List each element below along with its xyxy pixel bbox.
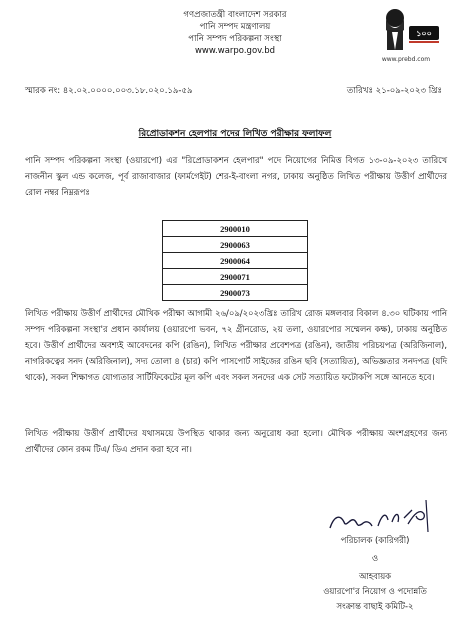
mujib-logo <box>373 6 443 54</box>
govt-name: গণপ্রজাতন্ত্রী বাংলাদেশ সরকার <box>183 10 287 20</box>
website[interactable]: www.warpo.gov.bd <box>194 46 276 56</box>
roll-table <box>162 220 308 301</box>
memo-date: তারিখঃ ২১-০৯-২০২৩ খ্রিঃ <box>346 86 442 96</box>
committee-line-2: সংক্রান্ত বাছাই কমিটি-২ <box>336 601 414 611</box>
convener-label: আহবায়ক <box>358 571 392 581</box>
memo-number: স্মারক নং: ৪২.০২.০০০০.০০৩.১৮.০২০.১৯-৫৯ <box>25 86 193 96</box>
roll-number: 2900063 <box>163 237 308 253</box>
viva-paragraph: লিখিত পরীক্ষায় উত্তীর্ণ প্রার্থীদের মৌখিক পরীক্ষা আগামী ২৬/০৯/২০২৩খ্রিঃ তারিখ রোজ মঙ্গলবার বিকাল ৪.৩০ ঘটিকায় পানি সম্পদ পরিকল্পনা সংস্থা'র প্রধান কার্যালয় (ওয়ারপো ভবন, ৭২ গ্রীনরোড, ২য় তলা, ওয়ারপোর সম্মেলন কক্ষ), ঢাকায় অনুষ্ঠিত হবে। উত্তীর্ণ প্রার্থীদের অবশ্যই আবেদনের কপি (রঙিন), লিখিত পরীক্ষার প্রবেশপত্র (রঙিন), জাতীয় পরিচয়পত্র (অরিজিনাল), নাগরিকত্বের সনদ (অরিজিনাল), সদ্য তোলা ৪ (চার) কপি পাসপোর্ট সাইজের রঙিন ছবি (সত্যায়িত), অভিজ্ঞতার সনদপত্র (যদি থাকে), সকল শিক্ষাগত যোগ্যতার সার্টিফিকেটের মূল কপি এবং সকল সনদের এক সেট সত্যায়িত ফটোকপি সঙ্গে আনতে হবে। <box>25 308 447 382</box>
roll-number: 2900073 <box>163 285 308 301</box>
roll-number: 2900071 <box>163 269 308 285</box>
notice-title-text: রিপ্রোডাকশন হেলপার পদের লিখিত পরীক্ষার ফলাফল <box>138 129 332 139</box>
org-name: পানি সম্পদ পরিকল্পনা সংস্থা <box>188 34 282 44</box>
ministry-name: পানি সম্পদ মন্ত্রণালয় <box>199 22 271 32</box>
table-row <box>163 221 308 237</box>
notice-title <box>0 126 470 141</box>
table-row <box>163 285 308 301</box>
handwritten-signature <box>300 492 440 536</box>
roll-number: 2900010 <box>163 221 308 237</box>
intro-paragraph: পানি সম্পদ পরিকল্পনা সংস্থা (ওয়ারপো) এর "রিপ্রোডাকশন হেলপার" পদে নিয়োগের নিমিত্ত বিগত ১৩-০৯-২০২৩ তারিখে নাজনীন স্কুল এন্ড কলেজ, পূর্ব রাজাবাজার (ফার্মগেইট) শের-ই-বাংলা নগর, ঢাকায় অনুষ্ঠিত লিখিত পরীক্ষায় উত্তীর্ণ প্রার্থীদের রোল নম্বর নিম্নরূপঃ <box>25 155 447 197</box>
logo-url: www.prebd.com <box>381 56 431 63</box>
table-row <box>163 237 308 253</box>
svg-text:১০০: ১০০ <box>416 29 432 38</box>
roll-number: 2900064 <box>163 253 308 269</box>
instruction-paragraph: লিখিত পরীক্ষায় উত্তীর্ণ প্রার্থীদের যথাসময়ে উপস্থিত থাকার জন্য অনুরোধ করা হলো। মৌখিক পরীক্ষায় অংশগ্রহণের জন্য প্রার্থীদের কোন রকম টিএ/ ডিএ প্রদান করা হবে না। <box>25 428 447 454</box>
committee-line-1: ওয়ারপো'র নিয়োগ ও পদোন্নতি <box>323 586 427 596</box>
signatory-designation: পরিচালক (কারিগরী) <box>340 535 410 545</box>
conjunction: ও <box>371 553 379 563</box>
table-row <box>163 269 308 285</box>
table-row <box>163 253 308 269</box>
